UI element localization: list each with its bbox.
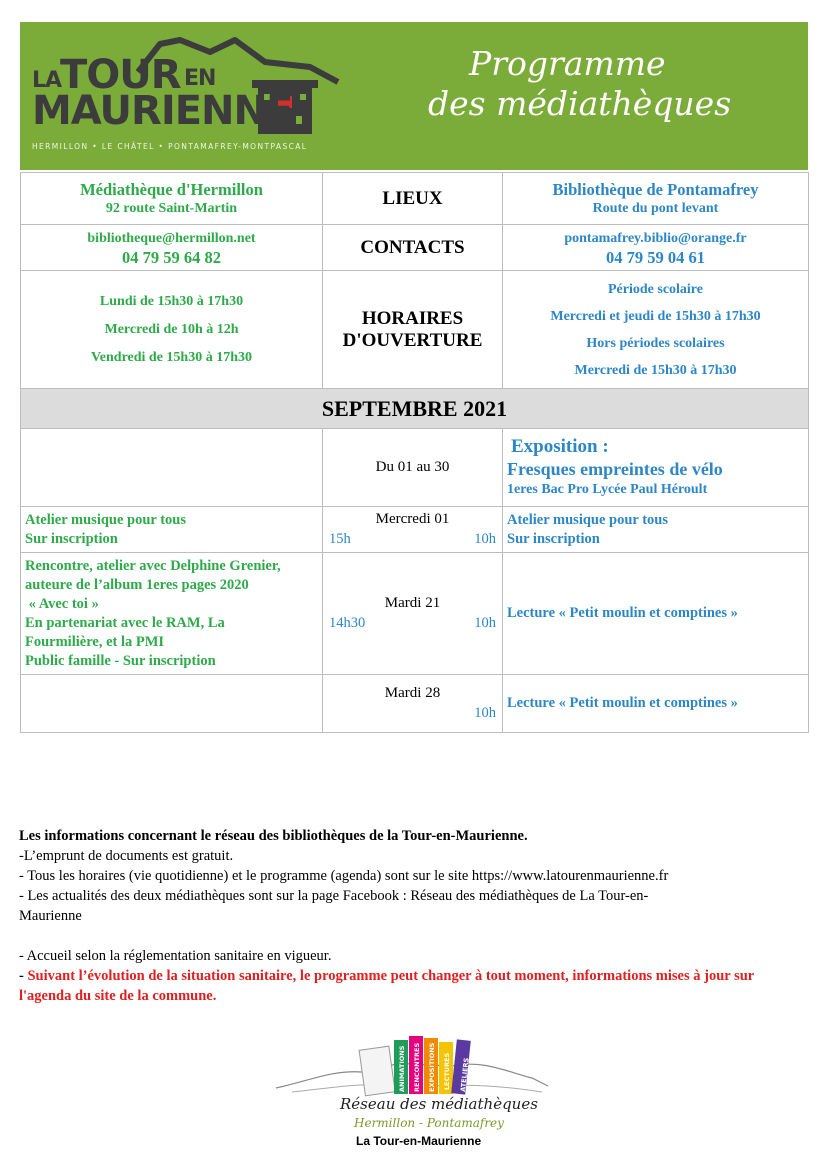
logo-tour: TOUR (60, 52, 181, 98)
event-1-title: Exposition : (511, 436, 609, 457)
event-2-right-line1: Atelier musique pour tous (507, 511, 668, 528)
info-line-2: - Tous les horaires (vie quotidienne) et le programme (agenda) sont sur le site https://www.latourenmaurienne.fr (19, 868, 669, 884)
hermillon-place-cell (21, 173, 323, 225)
hermillon-address: 92 route Saint-Martin (105, 200, 238, 216)
program-table (20, 172, 809, 733)
event-3-left-line5: Fourmilière, et la PMI (25, 633, 165, 650)
header-horaires-line2: D'OUVERTURE (342, 329, 483, 351)
book-label-3: EXPOSITIONS (428, 1042, 436, 1092)
event-3-right (503, 553, 809, 675)
pontamafrey-hours-4: Mercredi de 15h30 à 17h30 (574, 362, 737, 378)
event-3-time-right: 10h (474, 615, 496, 631)
event-2-right-line2: Sur inscription (507, 530, 600, 547)
book-label-4: LECTURES (443, 1052, 451, 1090)
book-label-5: ATELIERS (459, 1057, 471, 1093)
hermillon-hours-1: Lundi de 15h30 à 17h30 (99, 293, 244, 309)
pontamafrey-hours-3: Hors périodes scolaires (586, 335, 725, 351)
hermillon-name: Médiathèque d'Hermillon (80, 179, 263, 199)
event-row-1 (21, 429, 809, 507)
info-red-dash: - (19, 968, 28, 984)
info-line-3: - Les actualités des deux médiathèques sont sur la page Facebook : Réseau des médiathèques de La Tour-en- (19, 888, 649, 904)
event-2-left-line1: Atelier musique pour tous (25, 511, 186, 528)
row-month (21, 389, 809, 429)
header-horaires-line1: HORAIRES (361, 307, 464, 329)
event-3-left (21, 553, 323, 675)
event-3-date-cell (323, 553, 503, 675)
event-1-right (503, 429, 809, 507)
banner-title-line1: Programme (469, 44, 666, 83)
row-lieux (21, 173, 809, 225)
footer-reseau-title: Réseau des médiathèques (340, 1095, 538, 1113)
event-4-left (21, 675, 323, 733)
event-4-right-line1: Lecture « Petit moulin et comptines » (507, 695, 738, 711)
event-4-date: Mardi 28 (384, 685, 441, 701)
book-label-1: ANIMATIONS (398, 1045, 406, 1092)
logo-la: LA (32, 68, 62, 93)
header-lieux: LIEUX (323, 173, 503, 225)
event-4-time-right: 10h (474, 705, 496, 721)
month-title: SEPTEMBRE 2021 (21, 389, 809, 429)
pontamafrey-phone: 04 79 59 04 61 (606, 247, 705, 267)
event-1-sub: 1eres Bac Pro Lycée Paul Héroult (507, 482, 708, 497)
event-3-left-line6: Public famille - Sur inscription (25, 652, 216, 669)
pontamafrey-address: Route du pont levant (592, 200, 719, 216)
header-banner (20, 22, 808, 170)
pontamafrey-hours-cell (503, 271, 809, 389)
info-spacer (19, 926, 809, 946)
pontamafrey-hours-2: Mercredi et jeudi de 15h30 à 17h30 (550, 308, 761, 324)
pontamafrey-email[interactable]: pontamafrey.biblio@orange.fr (564, 230, 747, 246)
event-2-date-cell (323, 507, 503, 553)
info-red-text: Suivant l’évolution de la situation sanitaire, le programme peut changer à tout moment, informations mises à jour sur l'agenda du site de la commune. (19, 968, 754, 1004)
row-contacts (21, 225, 809, 271)
book-label-2: RENCONTRES (413, 1042, 421, 1092)
header-contacts: CONTACTS (323, 225, 503, 271)
event-row-4 (21, 675, 809, 733)
pontamafrey-contact-cell (503, 225, 809, 271)
footer-commune: La Tour-en-Maurienne (356, 1134, 482, 1148)
event-3-left-line2: auteure de l’album 1eres pages 2020 (25, 576, 249, 593)
event-3-left-line4: En partenariat avec le RAM, La (25, 614, 225, 631)
event-4-date-cell (323, 675, 503, 733)
event-1-left (21, 429, 323, 507)
hermillon-hours-cell (21, 271, 323, 389)
logo-en: EN (184, 66, 216, 91)
hermillon-email[interactable]: bibliotheque@hermillon.net (87, 230, 256, 246)
event-row-2 (21, 507, 809, 553)
hermillon-hours-2: Mercredi de 10h à 12h (104, 321, 239, 337)
event-1-subtitle: Fresques empreintes de vélo (507, 459, 723, 479)
event-row-3 (21, 553, 809, 675)
pontamafrey-place-cell (503, 173, 809, 225)
event-2-left-line2: Sur inscription (25, 530, 118, 547)
event-3-time-left: 14h30 (329, 615, 366, 631)
event-1-date: Du 01 au 30 (323, 429, 503, 507)
info-heading: Les informations concernant le réseau des bibliothèques de la Tour-en-Maurienne. (19, 828, 528, 844)
info-sanitaire: - Accueil selon la réglementation sanitaire en vigueur. (19, 948, 332, 964)
info-section (19, 826, 809, 1006)
info-red-paragraph (19, 966, 809, 1006)
event-3-left-line3: « Avec toi » (25, 595, 99, 612)
logo-maurienne: MAURIENNE (32, 88, 293, 134)
event-3-date: Mardi 21 (384, 595, 441, 611)
hermillon-hours-3: Vendredi de 15h30 à 17h30 (90, 349, 253, 365)
hermillon-contact-cell (21, 225, 323, 271)
event-2-left (21, 507, 323, 553)
pontamafrey-name: Bibliothèque de Pontamafrey (552, 179, 759, 199)
event-2-date: Mercredi 01 (375, 511, 450, 527)
pontamafrey-hours-1: Période scolaire (608, 281, 703, 297)
event-3-right-line1: Lecture « Petit moulin et comptines » (507, 605, 738, 621)
info-line-1: -L’emprunt de documents est gratuit. (19, 848, 234, 864)
banner-title-line2: des médiathèques (428, 84, 732, 123)
event-2-right (503, 507, 809, 553)
header-horaires (323, 271, 503, 389)
logo-villages: HERMILLON • LE CHÂTEL • PONTAMAFREY-MONTPASCAL (32, 142, 308, 151)
info-line-4: Maurienne (19, 908, 82, 924)
row-horaires (21, 271, 809, 389)
event-2-time-left: 15h (329, 531, 351, 547)
event-3-left-line1: Rencontre, atelier avec Delphine Grenier, (25, 557, 281, 574)
footer-villages: Hermillon - Pontamafrey (354, 1116, 504, 1130)
event-4-right (503, 675, 809, 733)
hermillon-phone: 04 79 59 64 82 (122, 247, 221, 267)
event-2-time-right: 10h (474, 531, 496, 547)
